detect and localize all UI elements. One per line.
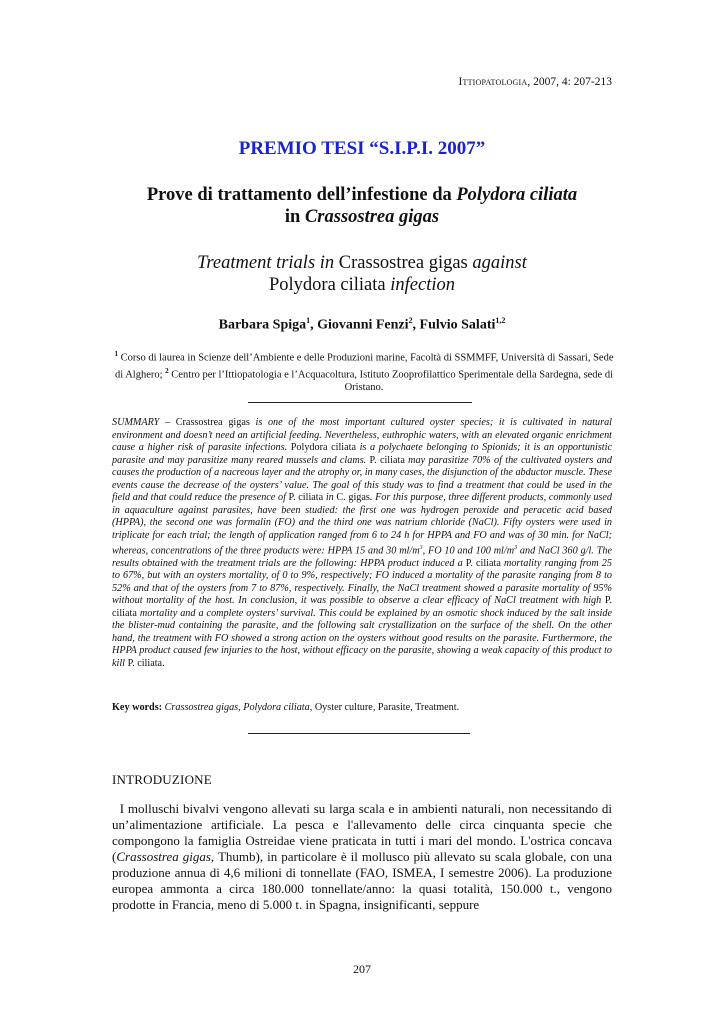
journal-name: Ittiopatologia	[458, 76, 528, 88]
keywords-label: Key words:	[112, 702, 163, 713]
summary-text: in	[323, 492, 337, 503]
author-affiliation-mark: 1	[306, 316, 311, 325]
summary-text: , FO 10 and 100 ml/m	[422, 545, 515, 557]
title-en-species-1: Crassostrea gigas	[338, 253, 468, 273]
title-it-text-1: Prove di trattamento dell’infestione da	[146, 185, 457, 205]
author-name: Giovanni Fenzi	[317, 317, 409, 333]
author-name: Fulvio Salati	[419, 317, 496, 333]
title-it-species-2: Crassostrea gigas	[304, 207, 440, 227]
affiliation-2: Centro per l’Ittiopatologia e l’Acquacoltura, Istituto Zooprofilattico Sperimentale della Sardegna, sede di Oristano.	[168, 369, 614, 393]
affiliation-mark-1: 1	[114, 350, 118, 358]
species-name: P. ciliata	[465, 557, 501, 569]
intro-paragraph	[112, 801, 612, 913]
prize-heading: PREMIO TESI “S.I.P.I. 2007”	[238, 138, 486, 159]
author-affiliation-mark: 1,2	[495, 316, 506, 325]
species-name: P. ciliata	[127, 657, 163, 669]
species-name: P. ciliata	[369, 454, 405, 466]
title-en-text-3: infection	[390, 275, 455, 295]
species-name: Crassostrea gigas	[116, 849, 211, 864]
running-header	[458, 76, 612, 88]
keyword: , Oyster culture, Parasite, Treatment.	[309, 702, 460, 713]
affiliation-mark-2: 2	[165, 366, 169, 375]
paper-title-italian	[0, 184, 724, 228]
journal-citation: , 2007, 4: 207-213	[527, 76, 612, 88]
species-name: P. ciliata	[288, 492, 324, 503]
species-name: Polydora ciliata	[290, 442, 356, 453]
section-heading: INTRODUZIONE	[112, 772, 212, 787]
author-separator: ,	[310, 317, 318, 333]
keyword: Crassostrea gigas	[162, 702, 239, 713]
summary-text: and NaCl 360 g/l. The results obtained with the treatment trials are the following: HPPA product induced a	[112, 545, 612, 569]
summary-text: may parasitize 70% of the cultivated oysters and causes the production of a nacreous layer and the atrophy or, in many cases, the disjunction of the abductor muscle. These events cause the decrease of the oysters’ value. The goal of this study was to find a treatment that could be used in the field and that could reduce the presence of	[112, 454, 612, 503]
summary-abstract	[112, 417, 612, 670]
author-list	[0, 316, 724, 334]
paper-title-english	[0, 252, 724, 296]
summary-label: SUMMARY –	[112, 417, 176, 428]
summary-text: is a polychaete belonging to Spionids; it is an opportunistic parasite and may parasitize many reared mussels and clams.	[112, 442, 612, 466]
keyword: Polydora ciliata	[243, 702, 310, 713]
keyword-separator: ,	[238, 702, 244, 713]
title-en-text-1: Treatment trials in	[197, 253, 339, 273]
author-separator: ,	[412, 317, 420, 333]
affiliation-1: Corso di laurea in Scienze dell’Ambiente e delle Produzioni marine, Facoltà di SSMMFF, Università di Sassari, Sede di Alghero;	[114, 352, 614, 380]
superscript: 3	[514, 545, 518, 551]
summary-text: mortality ranging from 25 to 67%, but with an oysters mortality, of 0 to 9%, respectively; FO induced a mortality of the parasite ranging from 8 to 52% and that of the oysters from 7 to 87%, respectively. Finally, the NaCl treatment showed a parasite mortality of 95% without mortality of the host. In conclusion, it was possible to observe a clear efficacy of NaCl treatment with high	[112, 557, 612, 607]
summary-text: mortality and a complete oysters’ survival. This could be explained by an osmotic shock induced by the salt inside the blister-mud containing the parasite, and the following salt crystallization on the surface of the shell. On the other hand, the treatment with FO showed a strong action on the oysters without good results on the parasite. Furthermore, the HPPA product caused few injuries to the host, without efficacy on the parasite, showing a weak capacity of this product to kill	[112, 607, 612, 669]
divider-bottom	[248, 733, 470, 734]
species-name: P. ciliata	[112, 595, 612, 619]
intro-text: , Thumb), in particolare è il mollusco più allevato su scala globale, con una produzione annua di 4,6 milioni di tonnellate (FAO, ISMEA, I semestre 2006). La produzione europea ammonta a circa 180.000 tonnellate/anno: la quasi totalità, 150.000 t., vengono prodotte in Francia, meno di 5.000 t. in Spagna, insignificanti, seppure	[112, 849, 612, 912]
title-en-species-2: Polydora ciliata	[269, 275, 391, 295]
page-number: 207	[353, 962, 371, 976]
title-it-species-1: Polydora ciliata	[456, 185, 578, 205]
summary-text: is one of the most important cultured oyster species; it is cultivated in natural environment and doesn’t need an artificial feeding. Nevertheless, euthrophic waters, with an elevated organic enrichment cause a higher risk of parasite infections.	[112, 417, 613, 453]
species-name: C. gigas	[336, 492, 370, 503]
title-it-text-2: in	[284, 207, 305, 227]
summary-text: .	[162, 657, 165, 669]
superscript: 3	[419, 545, 423, 551]
divider-top	[248, 402, 472, 403]
keywords	[112, 702, 612, 713]
species-name: Crassostrea gigas	[175, 417, 250, 428]
summary-text: . For this purpose, three different products, commonly used in aquaculture against parasites, have been studied: the first one was hydrogen peroxide and peracetic acid based (HPPA), the second one was formalin (FO) and the third one was natrium chloride (NaCl). Fifty oysters were used in triplicate for each trial; the length of application ranged from 6 to 24 h for HPPA and FO and was of 30 min. for NaCl; whereas, concentrations of the three products were: HPPA 15 and 30 ml/m	[112, 492, 613, 557]
title-en-text-2: against	[467, 253, 527, 273]
author-affiliation-mark: 2	[408, 316, 413, 325]
affiliations	[114, 348, 614, 394]
author-name: Barbara Spiga	[218, 317, 307, 333]
intro-text: I molluschi bivalvi vengono allevati su larga scala e in ambienti naturali, non necessitando di un’alimentazione artificiale. La pesca e l'allevamento delle circa cinquanta specie che compongono la famiglia Ostreidae viene praticata in tutti i mari del mondo. L'ostrica concava (	[112, 801, 612, 864]
